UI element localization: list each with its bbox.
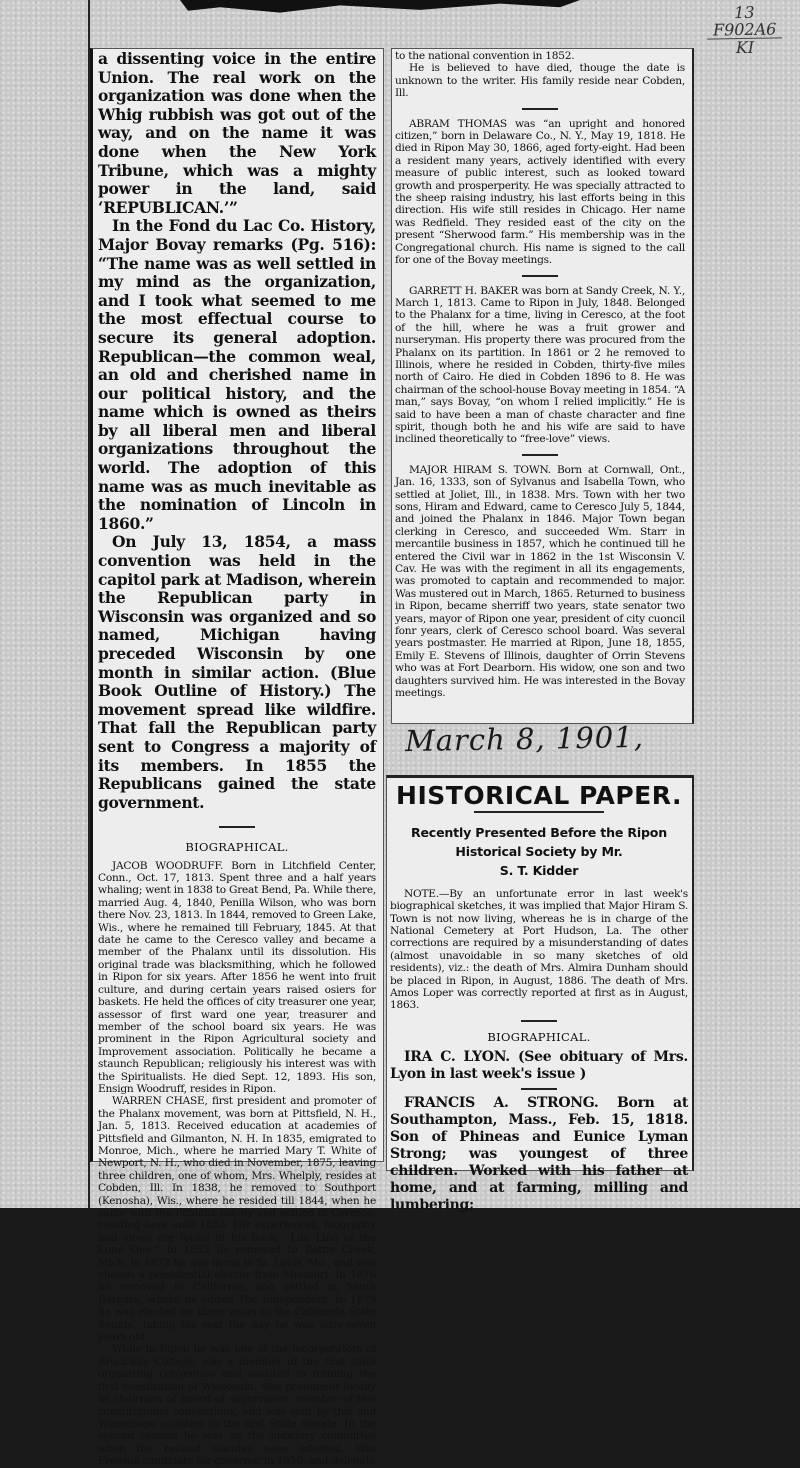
masthead-rule (474, 811, 604, 813)
subhead-line-2: Historical Society by Mr. (455, 843, 623, 859)
bio-entry-strong (390, 1095, 688, 1214)
bio-entry-thomas (395, 118, 685, 267)
section-heading: BIOGRAPHICAL. (185, 840, 289, 855)
archive-initials: KI (735, 37, 754, 58)
section-divider (521, 1020, 557, 1022)
bio-text: was born at Sandy Creek, N. Y., March 1, 1813. Came to Ripon in July, 1848. Belonged to the Phalanx for a time, living in Ceresco, at the foot of the hill, where he was a fruit grower and nurseryman. His property there was procured from the Phalanx on its partition. In 1861 or 2 he removed to Illinois, where he resided in Cobden, thirty-five miles north of Cairo. He died in Cobden 1896 to 8. He was chairman of the school-house Bovay meeting in 1854. “A man,” says Bovay, “on whom I relied implicitly.” He is said to have been a man of chaste character and fine spirit, though both he and his wife are said to have inclined theoretically to “free-love” views. (395, 284, 686, 446)
correction-note (390, 888, 688, 1012)
archive-code: F902A6 (706, 20, 782, 39)
bio-entry-lyon (390, 1049, 688, 1083)
subhead-author: S. T. Kidder (499, 862, 579, 878)
bio-text: (See obituary of Mrs. Lyon in last week's issue ) (390, 1049, 688, 1083)
continuation-paragraph: a dissenting voice in the entire Union. The real work on the organization was done when the Whig rubbish was got out of the way, and on the name it was done when the New York Tribune, which was a mighty power in the land, said ‘REPUBLICAN.’” (98, 49, 376, 217)
bio-text: Born in Litchfield Center, Conn., Oct. 17, 1813. Spent three and a half years whaling; went in 1838 to Great Bend, Pa. While there, married Aug. 4, 1840, Penilla Wilson, who was born there Nov. 23, 1813. In 1844, removed to Green Lake, Wis., where he remained till February, 1845. At that date he came to the Ceresco valley and became a member of the Phalanx until its dissolution. His original trade was blacksmithing, which he followed in Ripon for six years. After 1856 he went into fruit culture, and during certain years raised osiers for baskets. He held the offices of city treasurer one year, assessor of first ward one year, treasurer and member of the school board six years. He was prominent in the Ripon Agricultural society and Improvement association. Politically he became a staunch Republican; religiously his interest was with the Spiritualists. He died Sept. 12, 1893. His son, Ensign Woodruff, resides in Ripon. (98, 859, 377, 1095)
bio-entry-chase (98, 1095, 376, 1343)
convention-paragraph: On July 13, 1854, a mass convention was held in the capitol park at Madison, wherein the Republican party in Wisconsin was organized and so named, Michigan having preceded Wisconsin by one month in similar action. (Blue Book Outline of History.) The movement spread like wildfire. That fall the Republican party sent to Congress a majority of its members. In 1855 the Republicans gained the state government. (98, 532, 376, 812)
handwritten-archive-note (706, 3, 782, 56)
torn-edge (180, 0, 580, 18)
masthead: HISTORICAL PAPER. (396, 781, 682, 810)
bio-text: Born at Southampton, Mass., Feb. 15, 1818. Son of Phineas and Eunice Lyman Strong; was youngest of three children. Worked with his father at home, and at farming, milling and lumbering; (390, 1095, 688, 1214)
bovay-paragraph: In the Fond du Lac Co. History, Major Bovay remarks (Pg. 516): “The name was as well settled in my mind as the organization, and I took what seemed to me the most effectual course to secure its general adoption. Republican—the common weal, an old and cherished name in our political history, and the name which is owned as theirs by all liberal men and liberal organizations throughout the world. The adoption of this name was as much inevitable as the nomination of Lincoln in 1860.” (98, 216, 376, 533)
biographical-entries (98, 860, 376, 1468)
section-divider (219, 826, 255, 828)
bio-entry-woodruff (98, 860, 376, 1096)
handwritten-date: March 8, 1901, (404, 719, 645, 759)
bio-text: was “an upright and honored citizen,” born in Delaware Co., N. Y., May 19, 1818. He died in Ripon May 30, 1866, aged forty-eight. Had been a resident many years, actively identified with every measure of public interest, such as looked toward growth and prosperperity. He was specially attracted to the sheep raising industry, his last efforts being in this direction. His wife still resides in Chicago. Her name was Redfield. They resided east of the city on the present “Sherwood farm.” His membership was in the Congregational church. His name is signed to the call for one of the Bovay meetings. (395, 117, 685, 267)
continuation-line: to the national convention in 1852. (395, 50, 575, 62)
note-paragraph (390, 888, 688, 1012)
biographical-entries (390, 1049, 688, 1214)
entry-divider (522, 454, 558, 456)
bio-name: ABRAM THOMAS (409, 117, 507, 130)
bio-name: MAJOR HIRAM S. TOWN. (409, 463, 551, 476)
bio-entry-town (395, 464, 685, 700)
bio-name: WARREN CHASE, (112, 1095, 208, 1108)
bio-text: Born at Cornwall, Ont., Jan. 16, 1333, son of Sylvanus and Isabella Town, who settled at Joliet, Ill., in 1838. Mrs. Town with her two sons, Hiram and Edward, came to Ceresco July 5, 1844, and joined the Phalanx in 1846. Major Town began clerking in Ceresco, and succeeded Wm. Starr in mercantile business in 1857, which he continued till he entered the Civil war in 1862 in the 1st Wisconsin V. Cav. He was with the regiment in all its engagements, was promoted to captain and recommended to major. Was mustered out in March, 1865. Returned to business in Ripon, became sherriff two years, state senator two years, mayor of Ripon one year, president of city cuoncil fonr years, clerk of Ceresco school board. Was several years postmaster. He married at Ripon, June 18, 1855, Emily E. Stevens of Illinois, daughter of Orrin Stevens who was at Fort Dearborn. His widow, one son and two daughters survived him. He was interested in the Bovay meetings. (395, 463, 685, 700)
left-column (98, 50, 376, 1468)
bio-entry-chase-continued: While in Ripon he was one of the incorporators of Brockway College, was a member of the first state organizing convention and assisted in framing the first constitution of Wisconsin. Was prominent locally as chairman of board of supervisors, member of two constitutional conventions, and was sent by this and Winnebago counties to the first State Senate. In the second session he was on the judiciary committee when the revised statutes were adopted. Was Freesoil candidate for governor in 1850, and delegate (98, 1343, 376, 1468)
bio-name: JACOB WOODRUFF. (112, 859, 224, 872)
political-history-section (98, 50, 376, 812)
right-top-column (395, 50, 685, 700)
subhead-line-1: Recently Presented Before the Ripon (410, 824, 668, 840)
entry-divider (522, 108, 558, 110)
right-bottom-column (390, 782, 688, 1214)
bio-name: FRANCIS A. STRONG. (404, 1095, 599, 1112)
note-label: NOTE. (404, 887, 439, 900)
continuation-paragraph: He is believed to have died, thouge the date is unknown to the writer. His family reside near Cobden, Ill. (395, 62, 685, 100)
bio-name: GARRETT H. BAKER (409, 284, 519, 297)
bio-name: IRA C. LYON. (404, 1049, 510, 1066)
section-heading: BIOGRAPHICAL. (487, 1029, 591, 1044)
entry-divider (522, 275, 558, 277)
bio-entry-baker (395, 285, 685, 446)
archive-number: 13 (733, 2, 755, 23)
entry-divider (521, 1088, 557, 1090)
note-text: —By an unfortunate error in last week's biographical sketches, it was implied that Major Hiram S. Town is not now living, whereas he is in charge of the National Cemetery at Port Hudson, La. The other corrections are required by a misunderstanding of dates (almost unavoidable in so many sketches of old residents), viz.: the death of Mrs. Almira Dunham should be placed in Ripon, in August, 1886. The death of Mrs. Amos Loper was correctly reported at first as in August, 1863. (390, 887, 688, 1012)
bio-text: first president and promoter of the Phalanx movement, was born at Pittsfield, N. H., Jan. 5, 1813. Received education at academies of Pittsfield and Gilmanton, N. H. In 1835, emigrated to Monroe, Mich., where he married Mary T. White of Newport, N. H., who died in November, 1875, leaving three children, one of whom, Mrs. Whelply, resides at Cobden, Ill. In 1838, he removed to Southport (Kenosha), Wis., where he resided till 1844, when he came with the Phalanx colony and settled in Ceresco, residing here until 1853. His experiences, biography and views are found in his book, “Life Line of the Lone One.” In 1853 he removed to Battle Creek, Mich. In 1872 he was living in St. Louis, Mo., and was chosen a presidential elector from Missouri. In 1876 he removed to California, and settled in Santa Barbara, where he edited The Independent. In 1879 he was elected for three years to the California State Senate, taking his seat the day he was sixty-seven years old. (98, 1095, 376, 1344)
